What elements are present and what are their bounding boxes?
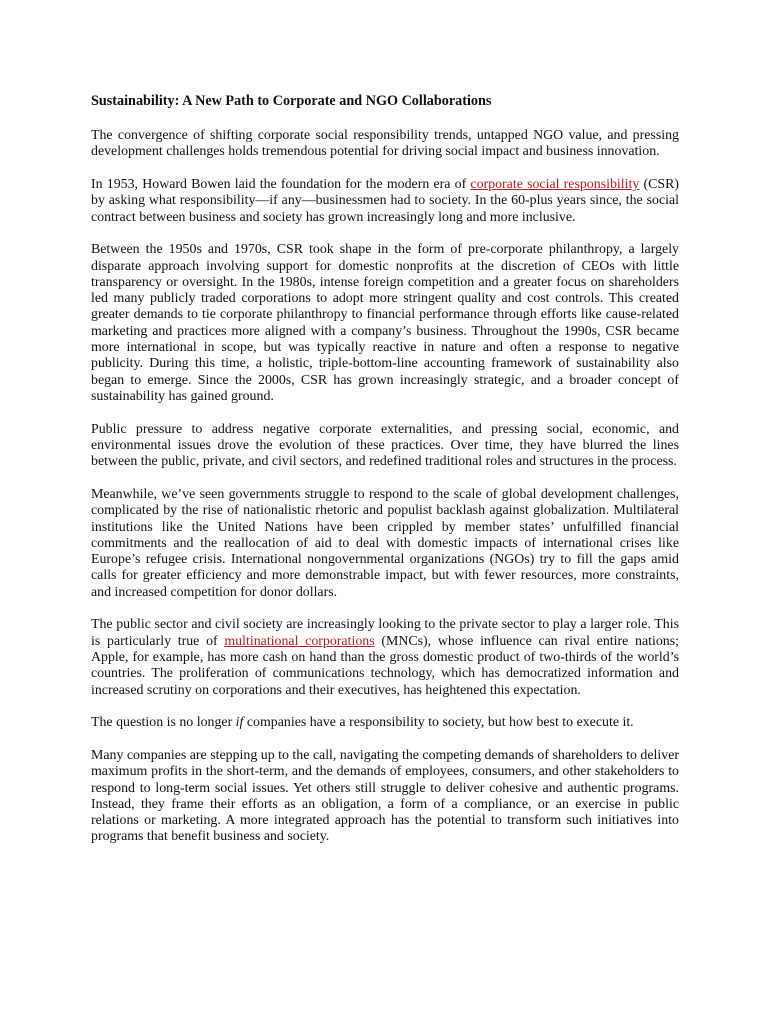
paragraph-text: companies have a responsibility to society, but how best to execute it. — [243, 715, 634, 731]
paragraph-question — [91, 715, 679, 731]
emphasis-if: if — [235, 715, 244, 731]
document-page — [91, 92, 679, 862]
paragraph-pressure: Public pressure to address negative corporate externalities, and pressing social, economic, and environmental issues drove the evolution of these practices. Over time, they have blurred the lines between the public, private, and civil sectors, and redefined traditional roles and structures in the process. — [91, 421, 679, 470]
paragraph-text: (CSR) by asking what responsibility—if any—businessmen had to society. In the 60-plus years since, the social contract between business and society has grown increasingly long and more inclusive. — [91, 176, 680, 225]
paragraph-intro: The convergence of shifting corporate social responsibility trends, untapped NGO value, and pressing development challenges holds tremendous potential for driving social impact and business innovation. — [91, 128, 679, 160]
csr-link[interactable]: corporate social responsibility — [470, 176, 640, 192]
paragraph-text: The question is no longer — [91, 715, 236, 731]
paragraph-governments: Meanwhile, we’ve seen governments struggle to respond to the scale of global development challenges, complicated by the rise of nationalistic rhetoric and populist backlash against globalization. Multilateral institutions like the United Nations have been crippled by member states’ unfulfilled financial commitments and the reallocation of aid to deal with domestic impacts of international crises like Europe’s refugee crisis. International nongovernmental organizations (NGOs) try to fill the gaps amid calls for greater efficiency and more demonstrable impact, but with fewer resources, more constraints, and increased competition for donor dollars. — [91, 486, 679, 600]
article-title: Sustainability: A New Path to Corporate and NGO Collaborations — [91, 93, 492, 109]
paragraph-private-sector — [91, 617, 679, 698]
paragraph-evolution: Between the 1950s and 1970s, CSR took shape in the form of pre-corporate philanthropy, a largely disparate approach involving support for domestic nonprofits at the discretion of CEOs with little transparency or oversight. In the 1980s, intense foreign competition and a greater focus on shareholders led many publicly traded corporations to adopt more stringent quality and cost controls. This created greater demands to tie corporate philanthropy to financial performance through efforts like cause-related marketing and practices more aligned with a company’s business. Throughout the 1990s, CSR became more international in scope, but was typically reactive in nature and often a response to negative publicity. During this time, a holistic, triple-bottom-line accounting framework of sustainability also began to emerge. Since the 2000s, CSR has grown increasingly strategic, and a broader concept of sustainability has gained ground. — [91, 242, 679, 404]
paragraph-companies: Many companies are stepping up to the call, navigating the competing demands of shareholders to deliver maximum profits in the short-term, and the demands of employees, consumers, and other stakeholders to respond to long-term social issues. Yet others still struggle to deliver cohesive and authentic programs. Instead, they frame their efforts as an obligation, a form of a compliance, or an exercise in public relations or marketing. A more integrated approach has the potential to transform such initiatives into programs that benefit business and society. — [91, 747, 679, 845]
mnc-link[interactable]: multinational corporations — [224, 633, 375, 649]
paragraph-text: (MNCs), whose influence can rival entire nations; Apple, for example, has more cash on hand than the gross domestic product of two-thirds of the world’s countries. The proliferation of communications technology, which has democratized information and increased scrutiny on corporations and their executives, has heightened this expectation. — [91, 633, 679, 698]
paragraph-history — [91, 177, 679, 226]
paragraph-text: In 1953, Howard Bowen laid the foundation for the modern era of — [91, 176, 471, 192]
paragraph-text: The public sector and civil society are increasingly looking to the private sector to play a larger role. This is particularly true of — [91, 617, 679, 649]
